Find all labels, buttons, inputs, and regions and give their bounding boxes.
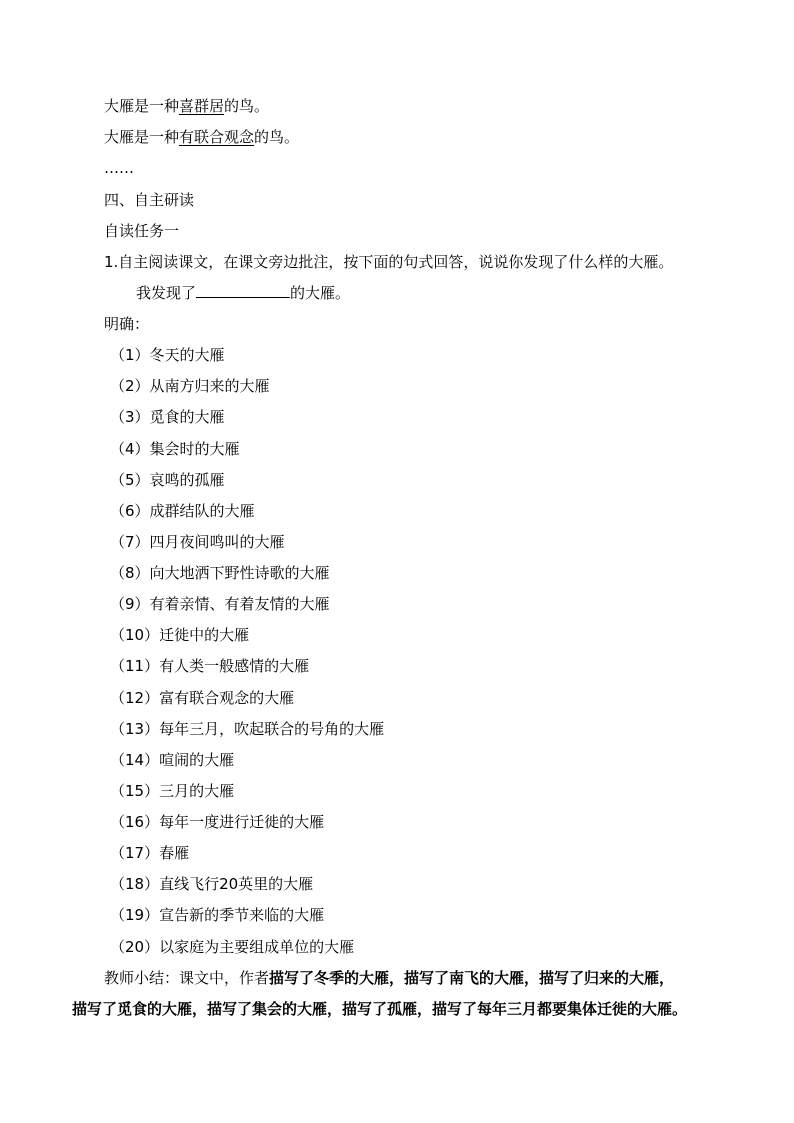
list-item: （7）四月夜间鸣叫的大雁 (110, 533, 285, 551)
list-item: （18）直线飞行20英里的大雁 (110, 875, 314, 893)
answer-template (136, 283, 350, 303)
list-item: （17）春雁 (110, 844, 190, 862)
intro-line-1-post: 的鸟。 (224, 97, 270, 115)
list-item: （20）以家庭为主要组成单位的大雁 (110, 938, 355, 956)
answer-label: 明确： (104, 315, 150, 333)
list-item: （6）成群结队的大雁 (110, 502, 255, 520)
list-item: （13）每年三月，吹起联合的号角的大雁 (110, 720, 385, 738)
list-item: （12）富有联合观念的大雁 (110, 689, 295, 707)
task-title: 自读任务一 (104, 222, 180, 240)
intro-line-1 (104, 96, 269, 116)
ellipsis: …… (104, 159, 134, 177)
intro-line-1-pre: 大雁是一种 (104, 97, 180, 115)
list-item: （10）迁徙中的大雁 (110, 626, 250, 644)
list-item: （5）哀鸣的孤雁 (110, 471, 225, 489)
list-item: （9）有着亲情、有着友情的大雁 (110, 595, 330, 613)
intro-line-2-underlined: 有联合观念 (179, 128, 255, 146)
list-item: （3）觅食的大雁 (110, 408, 225, 426)
intro-line-2-pre: 大雁是一种 (104, 128, 180, 146)
intro-line-2 (104, 127, 299, 147)
summary-bold-1: 描写了冬季的大雁，描写了南飞的大雁，描写了归来的大雁， (269, 969, 675, 987)
list-item: （1）冬天的大雁 (110, 346, 225, 364)
list-item: （2）从南方归来的大雁 (110, 377, 270, 395)
template-post: 的大雁。 (290, 284, 351, 302)
fill-in-blank (196, 283, 290, 298)
intro-line-2-post: 的鸟。 (254, 128, 300, 146)
list-item: （8）向大地洒下野性诗歌的大雁 (110, 564, 330, 582)
summary-line-2: 描写了觅食的大雁，描写了集会的大雁，描写了孤雁，描写了每年三月都要集体迁徙的大雁。 (72, 1000, 688, 1018)
list-item: （14）喧闹的大雁 (110, 751, 235, 769)
section-title: 四、自主研读 (104, 191, 195, 209)
intro-line-1-underlined: 喜群居 (179, 97, 225, 115)
summary-line-1 (104, 968, 674, 988)
summary-label: 教师小结：课文中，作者 (104, 969, 270, 987)
question-text: 1.自主阅读课文，在课文旁边批注，按下面的句式回答，说说你发现了什么样的大雁。 (104, 253, 674, 271)
list-item: （16）每年一度进行迁徙的大雁 (110, 813, 325, 831)
template-pre: 我发现了 (136, 284, 197, 302)
list-item: （4）集会时的大雁 (110, 440, 240, 458)
list-item: （19）宣告新的季节来临的大雁 (110, 906, 325, 924)
list-item: （11）有人类一般感情的大雁 (110, 657, 310, 675)
list-item: （15）三月的大雁 (110, 782, 235, 800)
